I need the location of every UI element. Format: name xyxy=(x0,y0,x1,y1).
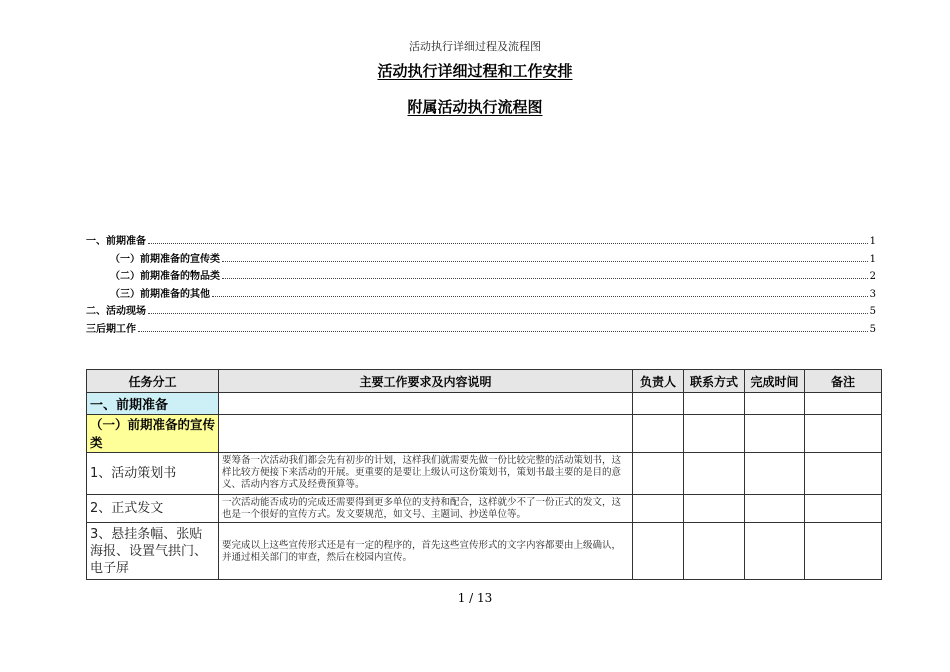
description-cell: 要完成以上这些宣传形式还是有一定的程序的，首先这些宣传形式的文字内容都要由上级确认，并通过相关部门的审查，然后在校园内宣传。 xyxy=(219,523,633,580)
contact-cell xyxy=(684,495,745,523)
owner-cell xyxy=(633,495,684,523)
document-title-text: 活动执行详细过程和工作安排 xyxy=(377,62,573,80)
document-subtitle xyxy=(0,96,950,117)
empty-cell xyxy=(684,393,745,415)
page-number: 1 / 13 xyxy=(457,591,493,605)
section-label: 一、前期准备 xyxy=(87,393,219,415)
contact-cell xyxy=(684,453,745,495)
toc-leader xyxy=(212,296,868,297)
empty-cell xyxy=(805,393,882,415)
document-subtitle-text: 附属活动执行流程图 xyxy=(407,98,543,116)
toc-entry[interactable] xyxy=(86,232,876,250)
section-row xyxy=(87,393,882,415)
toc-leader xyxy=(148,313,868,314)
toc-label: （三）前期准备的其他 xyxy=(110,288,210,300)
table-row xyxy=(87,453,882,495)
toc-page: 3 xyxy=(869,288,876,300)
table-row xyxy=(87,495,882,523)
toc-label: （二）前期准备的物品类 xyxy=(110,271,220,282)
empty-cell xyxy=(633,393,684,415)
toc-entry[interactable] xyxy=(86,267,876,285)
table-header-row xyxy=(87,370,882,393)
empty-cell xyxy=(684,415,745,453)
notes-cell xyxy=(805,453,882,495)
toc-page: 1 xyxy=(869,236,876,247)
table-of-contents xyxy=(86,232,876,337)
toc-label: 三后期工作 xyxy=(86,323,136,335)
toc-page: 1 xyxy=(869,253,876,265)
description-cell: 要筹备一次活动我们都会先有初步的计划，这样我们就需要先做一份比较完整的活动策划书，这样比较方便接下来活动的开展。更重要的是要让上级认可这份策划书，策划书最主要的是目的意义、活动内容方式及经费预算等。 xyxy=(219,453,633,495)
header-owner: 负责人 xyxy=(633,370,684,393)
task-cell: 2、正式发文 xyxy=(87,495,219,523)
empty-cell xyxy=(745,393,805,415)
toc-page: 2 xyxy=(869,271,876,282)
toc-entry[interactable] xyxy=(86,285,876,303)
due-date-cell xyxy=(745,495,805,523)
notes-cell xyxy=(805,495,882,523)
owner-cell xyxy=(633,523,684,580)
header-due-date: 完成时间 xyxy=(745,370,805,393)
toc-label: 二、活动现场 xyxy=(86,306,146,317)
empty-cell xyxy=(745,415,805,453)
empty-cell xyxy=(219,415,633,453)
description-cell: 一次活动能否成功的完成还需要得到更多单位的支持和配合，这样就少不了一份正式的发文，这也是一个很好的宣传方式。发文要规范，如文号、主题词、抄送单位等。 xyxy=(219,495,633,523)
toc-label: （一）前期准备的宣传类 xyxy=(110,253,220,265)
toc-leader xyxy=(222,261,868,262)
toc-label: 一、前期准备 xyxy=(86,236,146,247)
empty-cell xyxy=(219,393,633,415)
toc-leader xyxy=(222,278,868,279)
empty-cell xyxy=(805,415,882,453)
contact-cell xyxy=(684,523,745,580)
table-row xyxy=(87,523,882,580)
header-description: 主要工作要求及内容说明 xyxy=(219,370,633,393)
toc-entry[interactable] xyxy=(86,250,876,268)
due-date-cell xyxy=(745,523,805,580)
subsection-label: （一）前期准备的宣传类 xyxy=(87,415,219,453)
toc-entry[interactable] xyxy=(86,302,876,320)
task-table xyxy=(86,369,882,580)
task-cell: 1、活动策划书 xyxy=(87,453,219,495)
notes-cell xyxy=(805,523,882,580)
toc-page: 5 xyxy=(869,306,876,317)
header-contact: 联系方式 xyxy=(684,370,745,393)
owner-cell xyxy=(633,453,684,495)
task-cell: 3、悬挂条幅、张贴海报、设置气拱门、电子屏 xyxy=(87,523,219,580)
due-date-cell xyxy=(745,453,805,495)
header-notes: 备注 xyxy=(805,370,882,393)
header-task: 任务分工 xyxy=(87,370,219,393)
toc-entry[interactable] xyxy=(86,320,876,338)
empty-cell xyxy=(633,415,684,453)
subsection-row xyxy=(87,415,882,453)
toc-page: 5 xyxy=(869,323,876,335)
toc-leader xyxy=(138,331,868,332)
toc-leader xyxy=(148,243,868,244)
running-header: 活动执行详细过程及流程图 xyxy=(409,40,541,53)
document-title xyxy=(0,60,950,81)
